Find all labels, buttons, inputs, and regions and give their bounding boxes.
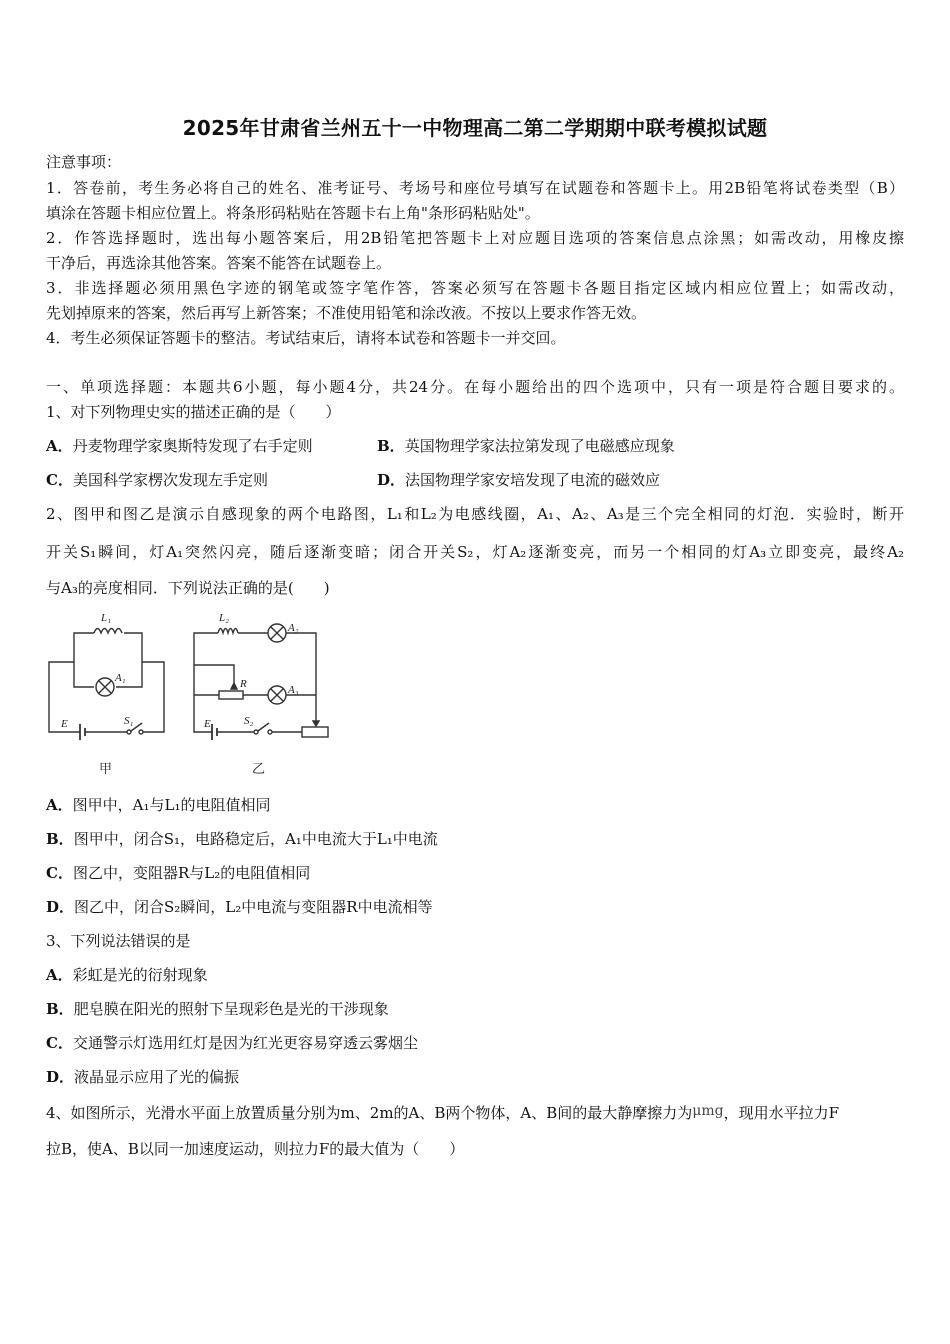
q3-option-d <box>46 1067 239 1087</box>
option-label: C． <box>46 864 73 882</box>
label-jia: 甲 <box>99 761 113 776</box>
q2-option-a <box>46 795 270 815</box>
notice-line-4: 干净后，再选涂其他答案。答案不能答在试题卷上。 <box>46 254 392 272</box>
notice-line-5: 3．非选择题必须用黑色字迹的钢笔或签字笔作答，答案必须写在答题卡各题目指定区域内相应位置上；如需改动， <box>46 279 904 297</box>
label-r: R <box>240 678 247 690</box>
option-text: 图甲中，闭合S₁，电路稳定后，A₁中电流大于L₁中电流 <box>73 830 438 848</box>
option-label: C． <box>46 1034 73 1052</box>
q4-stem-line-2: 拉B，使A、B以同一加速度运动，则拉力F的最大值为（ ） <box>46 1140 465 1158</box>
notice-line-3: 2．作答选择题时，选出每小题答案后，用2B铅笔把答题卡上对应题目选项的答案信息点涂黑；如需改动，用橡皮擦 <box>46 229 904 247</box>
q2-option-d <box>46 897 433 917</box>
option-label: D． <box>377 471 406 489</box>
option-label: B． <box>46 1000 74 1018</box>
q3-stem: 3、下列说法错误的是 <box>46 932 191 950</box>
q1-stem: 1、对下列物理史实的描述正确的是（ ） <box>46 403 341 421</box>
circuit-figure <box>44 605 334 783</box>
option-text: 图乙中，闭合S₂瞬间，L₂中电流与变阻器R中电流相等 <box>74 898 433 916</box>
label-a1: A₁ <box>115 672 126 684</box>
label-yi: 乙 <box>252 761 266 776</box>
notice-line-6: 先划掉原来的答案，然后再写上新答案；不准使用铅笔和涂改液。不按以上要求作答无效。 <box>46 304 647 322</box>
q2-stem-line-1: 2、图甲和图乙是演示自感现象的两个电路图，L₁和L₂为电感线圈，A₁、A₂、A₃是三个完全相同的灯泡．实验时，断开 <box>46 505 904 523</box>
option-text: 图甲中，A₁与L₁的电阻值相同 <box>72 796 271 814</box>
label-s2: S₂ <box>244 715 254 727</box>
label-e1: E <box>61 718 68 730</box>
notice-heading: 注意事项： <box>46 153 122 171</box>
label-l2: L₂ <box>219 612 229 624</box>
option-label: B． <box>46 830 74 848</box>
q2-stem-line-3: 与A₃的亮度相同．下列说法正确的是( ) <box>46 579 330 597</box>
q2-option-b <box>46 829 438 849</box>
q4-text-a: 4、如图所示，光滑水平面上放置质量分别为m、2m的A、B两个物体，A、B间的最大静摩擦力为 <box>46 1104 693 1122</box>
switch-s2 <box>258 723 269 731</box>
option-label: D． <box>46 1068 75 1086</box>
q1-option-d <box>377 470 660 490</box>
option-text: 图乙中，变阻器R与L₂的电阻值相同 <box>72 864 311 882</box>
q4-text-b: ，现用水平拉力F <box>723 1104 840 1122</box>
option-text: 彩虹是光的衍射现象 <box>72 966 208 984</box>
inductor-l2 <box>218 629 238 634</box>
q3-option-b <box>46 999 389 1019</box>
option-text: 液晶显示应用了光的偏振 <box>74 1068 240 1086</box>
notice-line-1: 1．答卷前，考生务必将自己的姓名、准考证号、考场号和座位号填写在试题卷和答题卡上。用2B铅笔将试卷类型（B） <box>46 179 904 197</box>
option-text: 法国物理学家安培发现了电流的磁效应 <box>405 471 661 489</box>
option-label: B． <box>377 437 405 455</box>
friction-expression: μmg <box>692 1103 724 1119</box>
option-text: 肥皂膜在阳光的照射下呈现彩色是光的干涉现象 <box>73 1000 389 1018</box>
q2-option-c <box>46 863 310 883</box>
q3-option-c <box>46 1033 418 1053</box>
notice-line-7: 4．考生必须保证答题卡的整洁。考试结束后，请将本试卷和答题卡一并交回。 <box>46 329 566 347</box>
option-text: 丹麦物理学家奥斯特发现了右手定则 <box>72 437 313 455</box>
label-e2: E <box>204 718 211 730</box>
page-title: 2025年甘肃省兰州五十一中物理高二第二学期期中联考模拟试题 <box>182 116 768 140</box>
option-label: A． <box>46 437 73 455</box>
rheostat-r <box>219 691 243 699</box>
q1-option-b <box>377 436 675 456</box>
section-heading: 一、单项选择题：本题共6小题，每小题4分，共24分。在每小题给出的四个选项中，只有一项是符合题目要求的。 <box>46 378 904 396</box>
q4-stem-line-1 <box>46 1101 839 1123</box>
label-a2: A₂ <box>288 622 299 634</box>
q1-option-a <box>46 436 313 456</box>
option-label: C． <box>46 471 73 489</box>
q2-stem-line-2: 开关S₁瞬间，灯A₁突然闪亮，随后逐渐变暗；闭合开关S₂，灯A₂逐渐变亮，而另一个相同的灯A₃立即变亮，最终A₂ <box>46 543 904 561</box>
option-text: 美国科学家楞次发现左手定则 <box>72 471 268 489</box>
option-label: D． <box>46 898 75 916</box>
battery-e2 <box>212 724 217 740</box>
q3-option-a <box>46 965 208 985</box>
option-text: 交通警示灯选用红灯是因为红光更容易穿透云雾烟尘 <box>72 1034 418 1052</box>
jia-wire <box>49 633 94 732</box>
label-l1: L₁ <box>101 612 111 624</box>
label-a3: A₃ <box>288 684 299 696</box>
option-label: A． <box>46 796 73 814</box>
rheostat-body <box>302 727 328 737</box>
option-text: 英国物理学家法拉第发现了电磁感应现象 <box>404 437 675 455</box>
inductor-l1 <box>94 629 122 634</box>
q1-option-c <box>46 470 268 490</box>
option-label: A． <box>46 966 73 984</box>
label-s1: S₁ <box>124 715 134 727</box>
battery-e1 <box>80 724 85 740</box>
notice-line-2: 填涂在答题卡相应位置上。将条形码粘贴在答题卡右上角"条形码粘贴处"。 <box>46 204 540 222</box>
